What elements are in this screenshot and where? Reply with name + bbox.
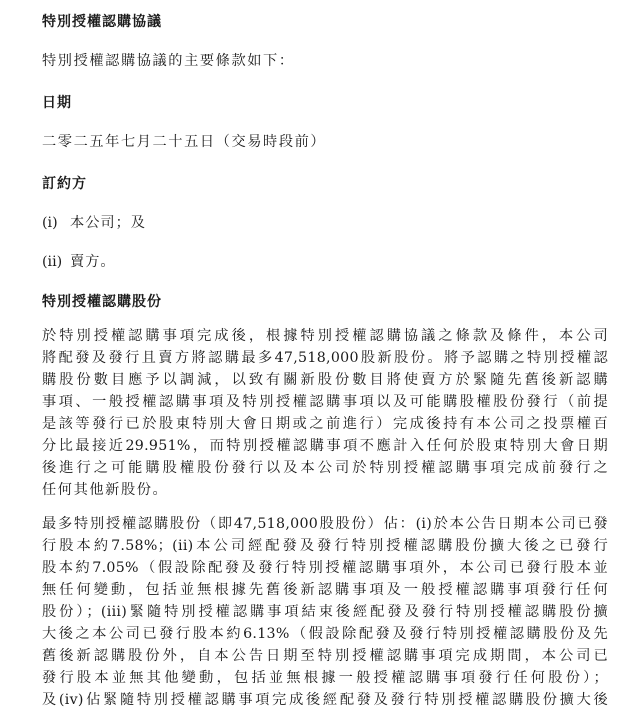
paragraph-line: 無任何變動，包括並無根據先舊後新認購事項及一般授權認購事項發行任何 — [42, 582, 608, 598]
paragraph-line: 是該等發行已於股東特別大會日期或之前進行）完成後持有本公司之投票權百 — [42, 416, 608, 432]
date-heading: 日期 — [42, 95, 72, 111]
paragraph-line: 發行股本並無其他變動，包括並無根據一般授權認購事項發行任何股份）； — [42, 670, 608, 686]
paragraph-line: 行股本約7.58%；(ii)本公司經配發及發行特別授權認購股份擴大後之已發行 — [42, 538, 608, 554]
paragraph-line: 購股份數目應予以調減，以致有關新股份數目將使賣方於緊隨先舊後新認購 — [42, 372, 608, 388]
paragraph-line: 後進行之可能購股權股份發行以及本公司於特別授權認購事項完成前發行之 — [42, 460, 608, 476]
paragraph-line: 股份）；(iii)緊隨特別授權認購事項結束後經配發及發行特別授權認購股份擴 — [42, 604, 608, 620]
paragraph-line: 及(iv)佔緊隨特別授權認購事項完成後經配發及發行特別授權認購股份擴大後 — [42, 692, 608, 708]
paragraph-line: 分比最接近29.951%，而特別授權認購事項不應計入任何於股東特別大會日期 — [42, 438, 608, 454]
party-item-text: 本公司；及 — [70, 215, 146, 231]
shares-heading: 特別授權認購股份 — [42, 294, 162, 310]
party-item — [42, 212, 146, 234]
parties-heading: 訂約方 — [42, 176, 87, 192]
party-item-number: (i) — [42, 215, 58, 231]
paragraph-line: 大後之本公司已發行股本約6.13%（假設除配發及發行特別授權認購股份及先 — [42, 626, 608, 642]
party-item-text: 賣方。 — [70, 254, 116, 270]
document-title: 特別授權認購協議 — [42, 14, 162, 30]
paragraph-line: 股本約7.05%（假設除配發及發行特別授權認購事項外，本公司已發行股本並 — [42, 560, 608, 576]
paragraph-line: 舊後新認購股份外，自本公告日期至特別授權認購事項完成期間，本公司已 — [42, 648, 608, 664]
paragraph-line: 將配發及發行且賣方將認購最多47,518,000股新股份。將予認購之特別授權認 — [42, 350, 608, 366]
party-item — [42, 251, 116, 273]
paragraph-line: 任何其他新股份。 — [42, 482, 169, 498]
party-item-number: (ii) — [42, 254, 63, 270]
intro-text: 特別授權認購協議的主要條款如下： — [42, 53, 295, 69]
paragraph-line: 最多特別授權認購股份（即47,518,000股股份）佔：(i)於本公告日期本公司已發 — [42, 516, 608, 532]
date-text: 二零二五年七月二十五日（交易時段前） — [42, 134, 327, 150]
paragraph-line: 事項、一般授權認購事項及特別授權認購事項以及可能購股權股份發行（前提 — [42, 394, 608, 410]
paragraph-line: 於特別授權認購事項完成後，根據特別授權認購協議之條款及條件，本公司 — [42, 328, 608, 344]
